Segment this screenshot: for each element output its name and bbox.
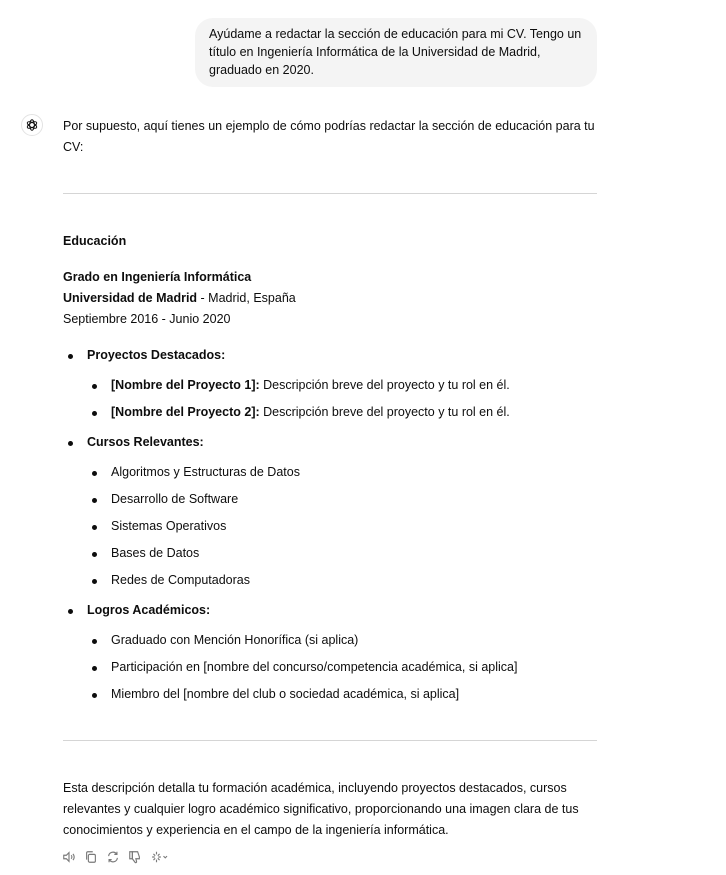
list-item: Cursos Relevantes: — [63, 432, 204, 453]
divider — [63, 193, 597, 194]
courses-list — [63, 432, 204, 453]
project-items — [63, 402, 510, 423]
course-items — [63, 462, 300, 483]
assistant-avatar — [21, 114, 43, 136]
divider — [63, 740, 597, 741]
course-items — [63, 489, 238, 510]
list-item: Algoritmos y Estructuras de Datos — [63, 462, 300, 483]
list-item: Sistemas Operativos — [63, 516, 226, 537]
list-item: Logros Académicos: — [63, 600, 210, 621]
course-items — [63, 516, 226, 537]
message-actions — [62, 850, 170, 864]
course-items — [63, 543, 199, 564]
closing-paragraph: Esta descripción detalla tu formación académica, incluyendo proyectos destacados, cursos relevantes y cualquier logro académico significativo, proporcionando una imagen clara de tus conocimientos y experiencia en el campo de la ingeniería informática. — [63, 781, 579, 837]
achievement-items — [63, 630, 358, 651]
list-item: [Nombre del Proyecto 2]: Descripción breve del proyecto y tu rol en él. — [63, 402, 510, 423]
list-item: Desarrollo de Software — [63, 489, 238, 510]
list-item: Miembro del [nombre del club o sociedad académica, si aplica] — [63, 684, 459, 705]
achievements-list — [63, 600, 210, 621]
list-item: Graduado con Mención Honorífica (si aplica) — [63, 630, 358, 651]
assistant-message — [63, 116, 603, 837]
list-item: Bases de Datos — [63, 543, 199, 564]
degree-title: Grado en Ingeniería Informática — [63, 270, 252, 284]
list-item: Proyectos Destacados: — [63, 345, 225, 366]
university-location: - Madrid, España — [197, 291, 296, 305]
study-dates: Septiembre 2016 - Junio 2020 — [63, 312, 231, 326]
course-items — [63, 570, 250, 591]
user-message-text: Ayúdame a redactar la sección de educación para mi CV. Tengo un título en Ingeniería Informática de la Universidad de Madrid, graduado en 2020. — [209, 27, 582, 77]
project-items — [63, 375, 510, 396]
copy-icon[interactable] — [84, 850, 98, 864]
projects-list — [63, 345, 225, 366]
read-aloud-icon[interactable] — [62, 850, 76, 864]
achievement-items — [63, 684, 459, 705]
model-switch-icon[interactable] — [150, 850, 170, 864]
achievement-items — [63, 657, 517, 678]
list-item: Participación en [nombre del concurso/competencia académica, si aplica] — [63, 657, 517, 678]
university-name: Universidad de Madrid — [63, 291, 198, 305]
assistant-intro: Por supuesto, aquí tienes un ejemplo de cómo podrías redactar la sección de educación para tu CV: — [63, 119, 595, 154]
regenerate-icon[interactable] — [106, 850, 120, 864]
section-title: Educación — [63, 234, 127, 248]
list-item: Redes de Computadoras — [63, 570, 250, 591]
openai-logo-icon — [25, 118, 39, 132]
list-item: [Nombre del Proyecto 1]: Descripción breve del proyecto y tu rol en él. — [63, 375, 510, 396]
university-line — [63, 288, 296, 309]
thumbs-down-icon[interactable] — [128, 850, 142, 864]
user-message-bubble — [195, 18, 597, 87]
